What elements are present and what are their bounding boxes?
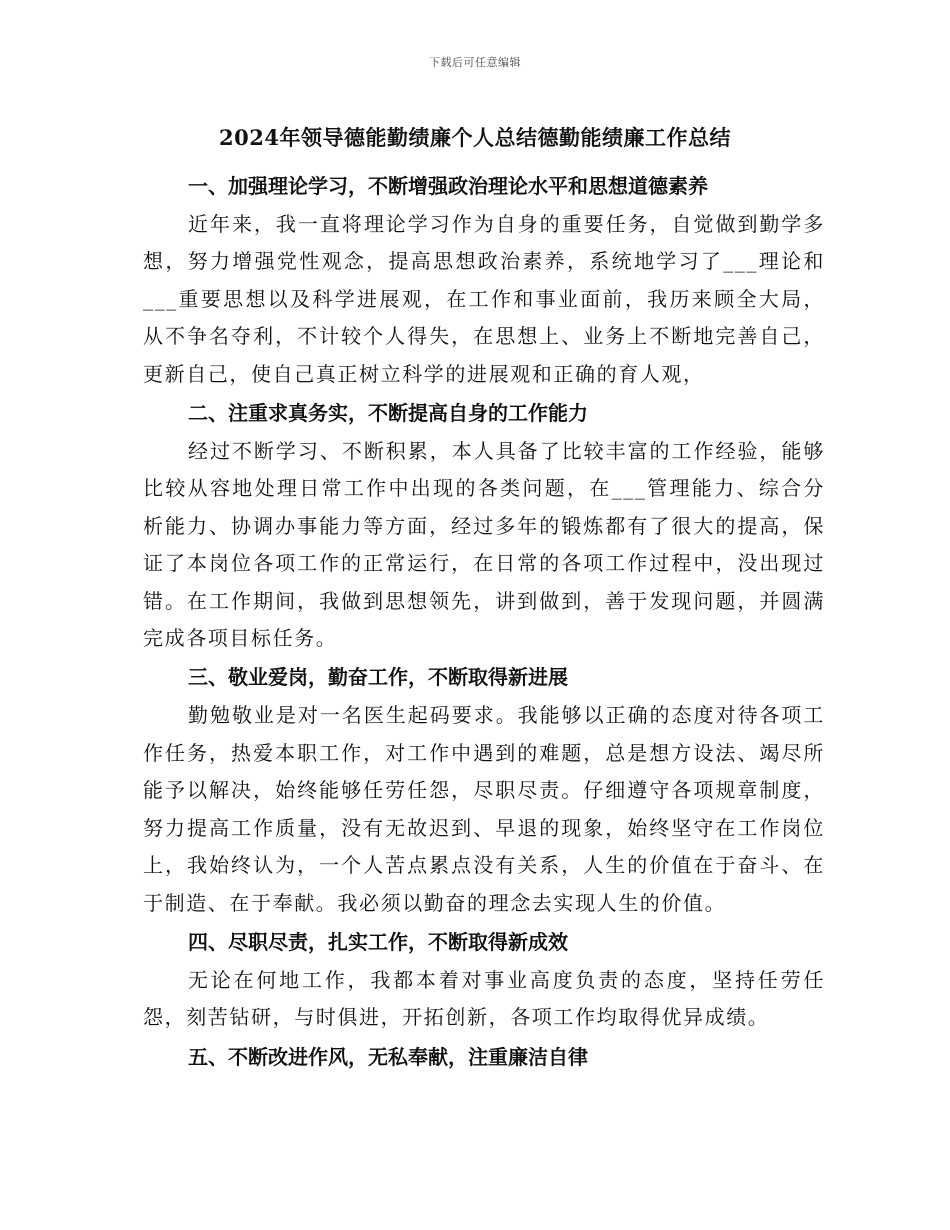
section-paragraph-4: 无论在何地工作，我都本着对事业高度负责的态度，坚持任劳任怨，刻苦钻研，与时俱进，开拓创新，各项工作均取得优异成绩。	[143, 967, 825, 1030]
section-paragraph-3: 勤勉敬业是对一名医生起码要求。我能够以正确的态度对待各项工作任务，热爱本职工作，对工作中遇到的难题，总是想方设法、竭尽所能予以解决，始终能够任劳任怨，尽职尽责。仔细遵守各项规章制度，努力提高工作质量，没有无故迟到、早退的现象，始终坚守在工作岗位上，我始终认为，一个人苦点累点没有关系，人生的价值在于奋斗、在于制造、在于奉献。我必须以勤奋的理念去实现人生的价值。	[143, 703, 825, 915]
section-heading-2: 二、注重求真务实，不断提高自身的工作能力	[188, 401, 588, 426]
page-header-note: 下载后可任意编辑	[429, 56, 521, 69]
section-heading-1: 一、加强理论学习，不断增强政治理论水平和思想道德素养	[188, 174, 708, 198]
document-body	[143, 166, 825, 1077]
document-title: 2024年领导德能勤绩廉个人总结德勤能绩廉工作总结	[219, 125, 731, 150]
section-heading-4: 四、尽职尽责，扎实工作，不断取得新成效	[188, 929, 568, 954]
section-paragraph-1: 近年来，我一直将理论学习作为自身的重要任务，自觉做到勤学多想，努力增强党性观念，提高思想政治素养，系统地学习了___理论和___重要思想以及科学进展观，在工作和事业面前，我历来顾全大局，从不争名夺利，不计较个人得失，在思想上、业务上不断地完善自己，更新自己，使自己真正树立科学的进展观和正确的育人观，	[143, 212, 825, 386]
section-heading-5: 五、不断改进作风，无私奉献，注重廉洁自律	[188, 1044, 588, 1069]
section-heading-3: 三、敬业爱岗，勤奋工作，不断取得新进展	[188, 665, 568, 690]
section-paragraph-2: 经过不断学习、不断积累，本人具备了比较丰富的工作经验，能够比较从容地处理日常工作中出现的各类问题，在___管理能力、综合分析能力、协调办事能力等方面，经过多年的锻炼都有了很大的提高，保证了本岗位各项工作的正常运行，在日常的各项工作过程中，没出现过错。在工作期间，我做到思想领先，讲到做到，善于发现问题，并圆满完成各项目标任务。	[143, 439, 825, 651]
